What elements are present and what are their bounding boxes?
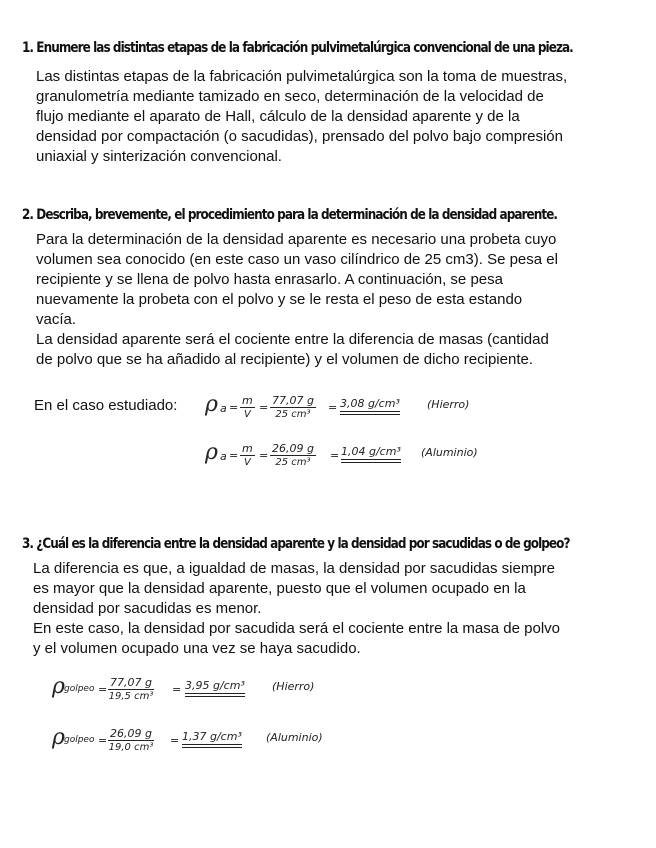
numerator: 26,09 g: [110, 727, 152, 740]
equals-sign: =: [98, 734, 108, 747]
answer-line: Las distintas etapas de la fabricación pulvimetalúrgica son la toma de muestras,: [36, 68, 568, 85]
numerator: 77,07 g: [110, 676, 152, 689]
equals-sign: =: [229, 449, 239, 462]
material-label: (Aluminio): [421, 446, 478, 459]
answer-line: vacía.: [36, 311, 77, 328]
rho-symbol: ρ: [52, 725, 65, 750]
rho-subscript: a: [220, 402, 227, 415]
answer-line: recipiente y se llena de polvo hasta enrasarlo. A continuación, se pesa: [36, 271, 503, 288]
formula-tap-iron: [52, 674, 352, 714]
answer-line: En este caso, la densidad por sacudida será el cociente entre la masa de polvo: [33, 620, 560, 637]
numerator: 26,09 g: [272, 442, 314, 455]
denominator: V: [243, 457, 251, 468]
material-label: (Aluminio): [266, 731, 323, 744]
answer-line: densidad por sacudidas es menor.: [33, 600, 262, 617]
answer-line: volumen sea conocido (en este caso un vaso cilíndrico de 25 cm3). Se pesa el: [36, 251, 558, 268]
denominator: 19,5 cm³: [108, 691, 154, 702]
answer-line: Para la determinación de la densidad aparente es necesario una probeta cuyo: [36, 231, 557, 248]
answer-line: La diferencia es que, a igualdad de masas, la densidad por sacudidas siempre: [33, 560, 555, 577]
formula-apparent-aluminium: [205, 440, 505, 480]
equals-sign: =: [328, 401, 338, 414]
question-3-answer: [33, 559, 560, 659]
equals-sign: =: [98, 683, 108, 696]
answer-line: La densidad aparente será el cociente entre la diferencia de masas (cantidad: [36, 331, 549, 348]
result-value: 1,37 g/cm³: [182, 730, 242, 743]
fraction-values: [108, 727, 154, 754]
fraction-values: [270, 442, 316, 469]
question-1-title: 1. Enumere las distintas etapas de la fabricación pulvimetalúrgica convencional de una pieza.: [22, 40, 573, 56]
question-3-title: 3. ¿Cuál es la diferencia entre la densidad aparente y la densidad por sacudidas o de golpeo?: [22, 536, 570, 552]
question-2-title: 2. Describa, brevemente, el procedimiento para la determinación de la densidad aparente.: [22, 207, 558, 223]
material-label: (Hierro): [427, 398, 470, 411]
answer-line: y el volumen ocupado una vez se haya sacudido.: [33, 640, 361, 657]
equals-sign: =: [330, 449, 340, 462]
rho-symbol: ρ: [205, 440, 218, 465]
answer-line: es mayor que la densidad aparente, puesto que el volumen ocupado en la: [33, 580, 526, 597]
formula-tap-aluminium: [52, 725, 352, 765]
answer-line: densidad por compactación (o sacudidas), prensado del polvo bajo compresión: [36, 128, 563, 145]
answer-line: flujo mediante el aparato de Hall, cálculo de la densidad aparente y de la: [36, 108, 520, 125]
equals-sign: =: [170, 734, 180, 747]
answer-line: uniaxial y sinterización convencional.: [36, 148, 282, 165]
numerator: m: [242, 442, 253, 455]
answer-line: de polvo que se ha añadido al recipiente) y el volumen de dicho recipiente.: [36, 351, 533, 368]
question-2-answer: [36, 230, 558, 370]
formula-apparent-iron: [205, 392, 505, 432]
material-label: (Hierro): [272, 680, 315, 693]
numerator: m: [242, 394, 253, 407]
denominator: 19,0 cm³: [108, 742, 154, 753]
equals-sign: =: [172, 683, 182, 696]
result-value: 3,95 g/cm³: [185, 679, 245, 692]
equals-sign: =: [259, 449, 269, 462]
result-value: 3,08 g/cm³: [340, 397, 400, 410]
case-intro: En el caso estudiado:: [34, 397, 178, 414]
result-value: 1,04 g/cm³: [341, 445, 401, 458]
denominator: 25 cm³: [275, 409, 311, 420]
rho-subscript: a: [220, 450, 227, 463]
answer-line: granulometría mediante tamizado en seco, determinación de la velocidad de: [36, 88, 544, 105]
rho-symbol: ρ: [205, 392, 218, 417]
fraction-m-v: [240, 442, 255, 469]
fraction-values: [270, 394, 316, 421]
denominator: 25 cm³: [275, 457, 311, 468]
rho-subscript: golpeo: [64, 735, 95, 745]
question-1-answer: [36, 67, 567, 167]
fraction-values: [108, 676, 154, 703]
equals-sign: =: [259, 401, 269, 414]
numerator: 77,07 g: [272, 394, 314, 407]
rho-symbol: ρ: [52, 674, 65, 699]
denominator: V: [243, 409, 251, 420]
answer-line: nuevamente la probeta con el polvo y se le resta el peso de esta estando: [36, 291, 523, 308]
equals-sign: =: [229, 401, 239, 414]
rho-subscript: golpeo: [64, 684, 95, 694]
fraction-m-v: [240, 394, 255, 421]
